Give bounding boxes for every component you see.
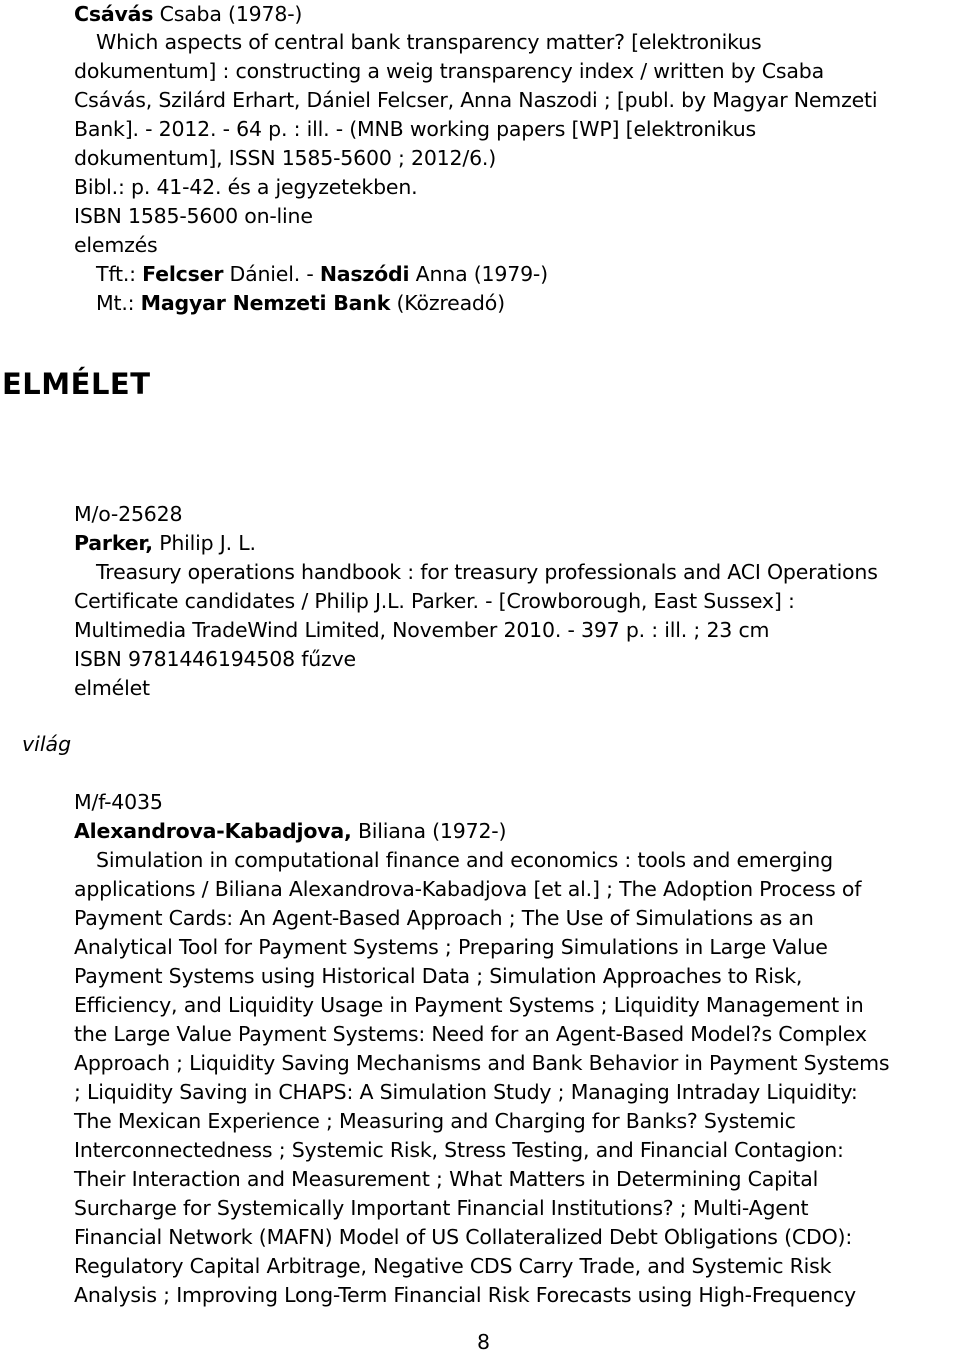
entry2-line-3: ISBN 9781446194508 fűzve (74, 647, 356, 671)
entry3-line-0: Simulation in computational finance and economics : tools and emerging (96, 848, 833, 872)
entry1-coauthors (96, 260, 548, 289)
entry3-line-12: Surcharge for Systemically Important Financial Institutions? ; Multi-Agent (74, 1196, 809, 1220)
entry3-line-9: The Mexican Experience ; Measuring and Charging for Banks? Systemic (74, 1109, 796, 1133)
entry2-line-2: Multimedia TradeWind Limited, November 2010. - 397 p. : ill. ; 23 cm (74, 618, 770, 642)
entry2-author (74, 529, 256, 558)
entry3-line-10: Interconnectedness ; Systemic Risk, Stress Testing, and Financial Contagion: (74, 1138, 844, 1162)
entry3-line-5: Efficiency, and Liquidity Usage in Payment Systems ; Liquidity Management in (74, 993, 864, 1017)
entry3-line-7: Approach ; Liquidity Saving Mechanisms and Bank Behavior in Payment Systems (74, 1051, 890, 1075)
entry3-line-13: Financial Network (MAFN) Model of US Collateralized Debt Obligations (CDO): (74, 1225, 853, 1249)
entry1-line-7: elemzés (74, 233, 158, 257)
entry1-line-5: Bibl.: p. 41-42. és a jegyzetekben. (74, 175, 418, 199)
entry1-author-surname: Csávás (74, 2, 154, 26)
entry3-line-3: Analytical Tool for Payment Systems ; Preparing Simulations in Large Value (74, 935, 828, 959)
entry1-author (74, 0, 302, 29)
entry3-call-number: M/f-4035 (74, 790, 163, 814)
entry3-line-1: applications / Biliana Alexandrova-Kabadjova [et al.] ; The Adoption Process of (74, 877, 862, 901)
entry1-publisher (96, 289, 505, 318)
entry2-line-1: Certificate candidates / Philip J.L. Parker. - [Crowborough, East Sussex] : (74, 589, 795, 613)
coauthor2-rest: Anna (1979-) (409, 262, 548, 286)
entry1-line-6: ISBN 1585-5600 on-line (74, 204, 313, 228)
entry3-line-6: the Large Value Payment Systems: Need for an Agent-Based Model?s Complex (74, 1022, 867, 1046)
coauthors-prefix: Tft.: (96, 262, 143, 286)
publisher-prefix: Mt.: (96, 291, 141, 315)
coauthor1-surname: Felcser (142, 262, 224, 286)
coauthor2-surname: Naszódi (319, 262, 410, 286)
publisher-rest: (Közreadó) (390, 291, 505, 315)
entry2-line-0: Treasury operations handbook : for treasury professionals and ACI Operations (96, 560, 878, 584)
entry3-line-8: ; Liquidity Saving in CHAPS: A Simulation Study ; Managing Intraday Liquidity: (74, 1080, 858, 1104)
entry3-line-2: Payment Cards: An Agent-Based Approach ; The Use of Simulations as an (74, 906, 814, 930)
entry2-line-4: elmélet (74, 676, 150, 700)
entry3-author (74, 817, 506, 846)
entry3-author-surname: Alexandrova-Kabadjova, (74, 819, 352, 843)
entry3-line-11: Their Interaction and Measurement ; What Matters in Determining Capital (74, 1167, 819, 1191)
side-label: világ (22, 732, 72, 756)
entry3-line-14: Regulatory Capital Arbitrage, Negative CDS Carry Trade, and Systemic Risk (74, 1254, 832, 1278)
publisher-name: Magyar Nemzeti Bank (140, 291, 391, 315)
entry3-author-rest: Biliana (1972-) (351, 819, 507, 843)
entry1-line-0: Which aspects of central bank transparency matter? [elektronikus (96, 30, 762, 54)
entry1-line-1: dokumentum] : constructing a weig transparency index / written by Csaba (74, 59, 824, 83)
entry1-line-3: Bank]. - 2012. - 64 p. : ill. - (MNB working papers [WP] [elektronikus (74, 117, 756, 141)
entry2-author-rest: Philip J. L. (152, 531, 256, 555)
entry1-line-2: Csávás, Szilárd Erhart, Dániel Felcser, Anna Naszodi ; [publ. by Magyar Nemzeti (74, 88, 878, 112)
entry3-line-15: Analysis ; Improving Long-Term Financial Risk Forecasts using High-Frequency (74, 1283, 856, 1307)
coauthor1-rest: Dániel. - (223, 262, 320, 286)
page-number: 8 (477, 1330, 491, 1354)
section-heading: ELMÉLET (2, 367, 151, 401)
entry2-author-surname: Parker, (74, 531, 153, 555)
entry1-line-4: dokumentum], ISSN 1585-5600 ; 2012/6.) (74, 146, 497, 170)
entry2-call-number: M/o-25628 (74, 502, 183, 526)
entry1-author-rest: Csaba (1978-) (153, 2, 303, 26)
entry3-line-4: Payment Systems using Historical Data ; Simulation Approaches to Risk, (74, 964, 803, 988)
